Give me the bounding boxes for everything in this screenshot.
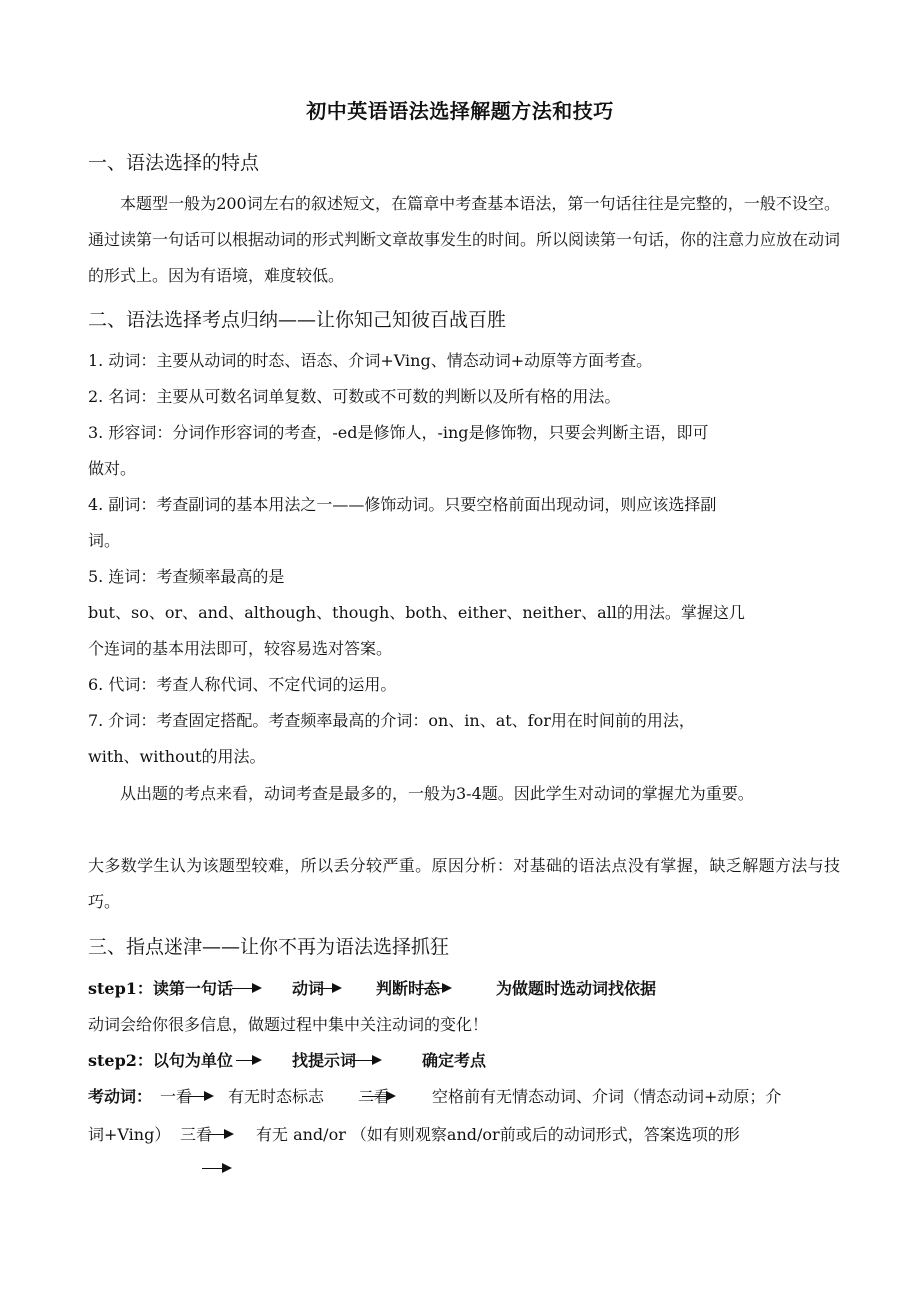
- arrow-line: [418, 988, 444, 989]
- arrow-right-icon: [442, 983, 452, 993]
- list-item: with、without的用法。: [88, 747, 266, 766]
- step1-note: 动词会给你很多信息，做题过程中集中关注动词的变化！: [88, 1015, 489, 1034]
- section-heading-3: 三、指点迷津——让你不再为语法选择抓狂: [88, 936, 450, 958]
- verb-look-2-text: 空格前有无情态动词、介词（情态动词+动原；介: [432, 1087, 782, 1106]
- section-heading-2: 二、语法选择考点归纳——让你知己知彼百战百胜: [88, 309, 507, 331]
- arrow-right-icon: [222, 1163, 232, 1173]
- verb-look-3-text: 有无 and/or （如有则观察and/or前或后的动词形式，答案选项的形: [256, 1125, 740, 1144]
- verb-line2-start: 词+Ving）: [88, 1125, 171, 1144]
- arrow-right-icon: [252, 1055, 262, 1065]
- verb-look-1: 一看: [160, 1087, 193, 1106]
- arrow-line: [180, 1096, 206, 1097]
- arrow-right-icon: [252, 983, 262, 993]
- section2-paragraph-1: 从出题的考点来看，动词考查是最多的，一般为3-4题。因此学生对动词的掌握尤为重要。: [120, 784, 754, 803]
- step2-point: 确定考点: [422, 1051, 487, 1070]
- verb-look-1-text: 有无时态标志: [228, 1087, 325, 1106]
- list-item: 3. 形容词：分词作形容词的考查，-ed是修饰人，-ing是修饰物，只要会判断主语，即可: [88, 423, 709, 442]
- step2-label: step2：以句为单位: [88, 1051, 233, 1070]
- section2-paragraph-2: 大多数学生认为该题型较难，所以丢分较严重。原因分析：对基础的语法点没有掌握，缺乏解题方法与技巧。: [88, 856, 840, 911]
- arrow-right-icon: [204, 1091, 214, 1101]
- list-item: 4. 副词：考查副词的基本用法之一——修饰动词。只要空格前面出现动词，则应该选择副: [88, 495, 717, 514]
- list-item: 2. 名词：主要从可数名词单复数、可数或不可数的判断以及所有格的用法。: [88, 387, 621, 406]
- list-item: 5. 连词：考查频率最高的是: [88, 567, 285, 586]
- arrow-right-icon: [386, 1091, 396, 1101]
- arrow-line: [202, 1168, 224, 1169]
- arrow-right-icon: [372, 1055, 382, 1065]
- list-item: 6. 代词：考查人称代词、不定代词的运用。: [88, 675, 397, 694]
- section-heading-1: 一、语法选择的特点: [88, 152, 260, 174]
- step1-verb: 动词: [292, 979, 325, 998]
- arrow-line: [232, 988, 254, 989]
- step1-label: step1：读第一句话: [88, 979, 233, 998]
- list-item: 词。: [88, 531, 121, 550]
- step1-tense: 判断时态: [376, 979, 441, 998]
- list-item: 做对。: [88, 459, 137, 478]
- list-item: but、so、or、and、although、though、both、either、neither、all的用法。掌握这几: [88, 603, 745, 622]
- list-item: 1. 动词：主要从动词的时态、语态、介词+Ving、情态动词+动原等方面考查。: [88, 351, 653, 370]
- page-title: 初中英语语法选择解题方法和技巧: [306, 99, 614, 123]
- verb-look-3: 三看: [180, 1125, 213, 1144]
- step1-purpose: 为做题时选动词找依据: [496, 979, 657, 998]
- list-item: 个连词的基本用法即可，较容易选对答案。: [88, 639, 393, 658]
- section1-paragraph: 本题型一般为200词左右的叙述短文，在篇章中考查基本语法，第一句话往往是完整的，一般不设空。通过读第一句话可以根据动词的形式判断文章故事发生的时间。所以阅读第一句话，你的注意力应放在动词的形式上。因为有语境，难度较低。: [88, 194, 841, 285]
- arrow-right-icon: [224, 1129, 234, 1139]
- verb-label: 考动词：: [88, 1087, 153, 1106]
- arrow-line: [206, 1134, 226, 1135]
- step2-clue: 找提示词: [292, 1051, 357, 1070]
- arrow-line: [352, 1060, 374, 1061]
- arrow-line: [362, 1096, 388, 1097]
- list-item: 7. 介词：考查固定搭配。考查频率最高的介词：on、in、at、for用在时间前的用法，: [88, 711, 695, 730]
- arrow-right-icon: [332, 983, 342, 993]
- verb-look-2: 二看: [358, 1087, 391, 1106]
